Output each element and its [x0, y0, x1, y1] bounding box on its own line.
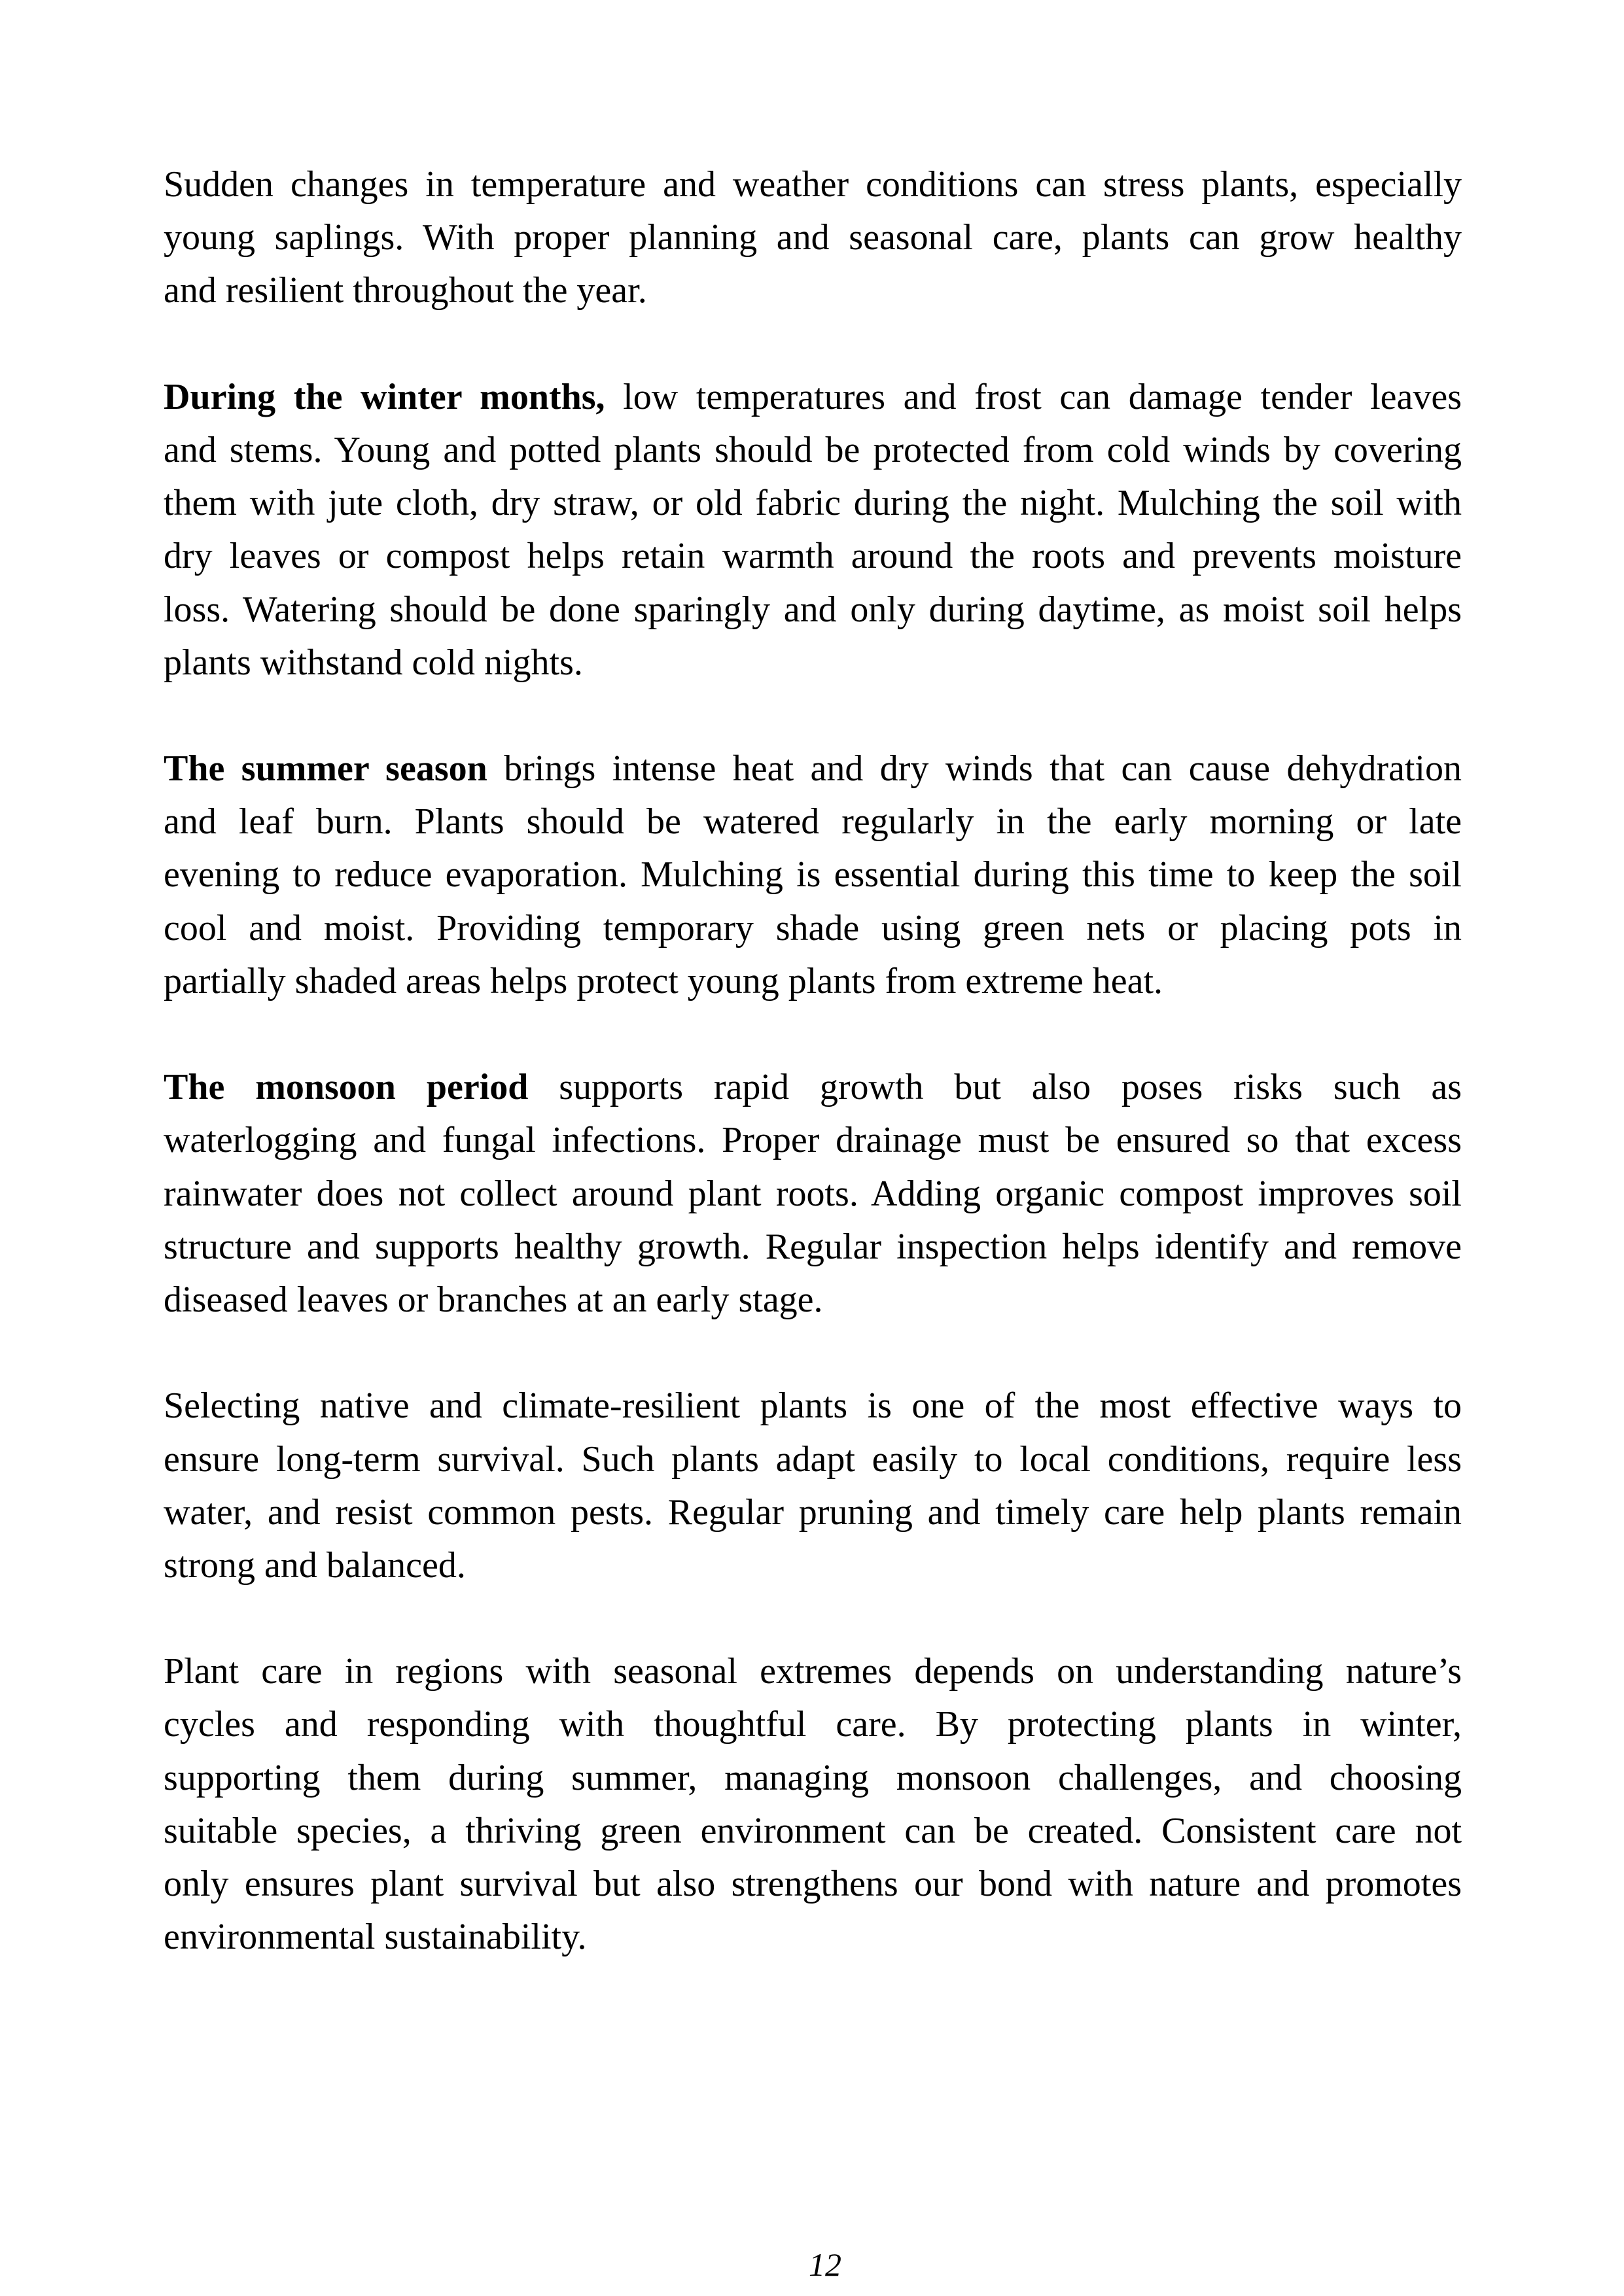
- paragraph-intro: [164, 158, 1462, 318]
- text-line: partially shaded areas helps protect young plants from extreme heat.: [164, 960, 1163, 1001]
- text-line: water, and resist common pests. Regular pruning and timely care help plants remain: [164, 1491, 1462, 1533]
- text-line: and resilient throughout the year.: [164, 270, 647, 311]
- text-line: rainwater does not collect around plant roots. Adding organic compost improves soil: [164, 1173, 1462, 1214]
- text-line: dry leaves or compost helps retain warmth around the roots and prevents moisture: [164, 536, 1462, 577]
- text-line: supporting them during summer, managing monsoon challenges, and choosing: [164, 1757, 1462, 1798]
- text-line: strong and balanced.: [164, 1544, 466, 1586]
- text-line: structure and supports healthy growth. Regular inspection helps identify and remove: [164, 1226, 1462, 1267]
- paragraph-lead-winter: During the winter months,: [164, 376, 605, 417]
- paragraph-conclusion: [164, 1645, 1462, 1964]
- text-line: plants withstand cold nights.: [164, 642, 583, 683]
- paragraph-lead-summer: The summer season: [164, 748, 487, 790]
- text-line: ensure long-term survival. Such plants adapt easily to local conditions, require less: [164, 1438, 1462, 1480]
- text-line: young saplings. With proper planning and seasonal care, plants can grow healthy: [164, 217, 1462, 258]
- text-line: [164, 742, 1462, 795]
- text-line: suitable species, a thriving green environment can be created. Consistent care not: [164, 1810, 1462, 1851]
- text-line: Selecting native and climate-resilient plants is one of the most effective ways to: [164, 1385, 1462, 1427]
- text-line: [164, 371, 1462, 424]
- text-line: cool and moist. Providing temporary shade using green nets or placing pots in: [164, 907, 1462, 948]
- text-line: evening to reduce evaporation. Mulching is essential during this time to keep the soil: [164, 854, 1462, 896]
- text-line: diseased leaves or branches at an early stage.: [164, 1279, 823, 1320]
- text-line: only ensures plant survival but also strengthens our bond with nature and promotes: [164, 1864, 1462, 1904]
- text-line: environmental sustainability.: [164, 1917, 587, 1958]
- text-line: Sudden changes in temperature and weather conditions can stress plants, especially: [164, 164, 1462, 205]
- text-line: Plant care in regions with seasonal extremes depends on understanding nature’s: [164, 1651, 1462, 1692]
- paragraph-native-plants: [164, 1380, 1462, 1592]
- text-line: them with jute cloth, dry straw, or old fabric during the night. Mulching the soil with: [164, 483, 1462, 524]
- page-number: 12: [809, 2246, 841, 2283]
- text-run: supports rapid growth but also poses risks such as: [528, 1067, 1462, 1108]
- text-line: waterlogging and fungal infections. Proper drainage must be ensured so that excess: [164, 1120, 1462, 1161]
- paragraph-summer: [164, 742, 1462, 1008]
- text-line: cycles and responding with thoughtful care. By protecting plants in winter,: [164, 1704, 1462, 1745]
- text-line: and stems. Young and potted plants should be protected from cold winds by covering: [164, 429, 1462, 470]
- paragraph-winter: [164, 371, 1462, 689]
- body-text: [164, 158, 1462, 1964]
- text-run: low temperatures and frost can damage tender leaves: [605, 376, 1462, 417]
- text-line: [164, 1061, 1462, 1114]
- paragraph-monsoon: [164, 1061, 1462, 1327]
- text-line: loss. Watering should be done sparingly and only during daytime, as moist soil helps: [164, 589, 1462, 630]
- text-run: brings intense heat and dry winds that can cause dehydration: [487, 748, 1462, 790]
- text-line: and leaf burn. Plants should be watered regularly in the early morning or late: [164, 801, 1462, 843]
- paragraph-lead-monsoon: The monsoon period: [164, 1067, 529, 1108]
